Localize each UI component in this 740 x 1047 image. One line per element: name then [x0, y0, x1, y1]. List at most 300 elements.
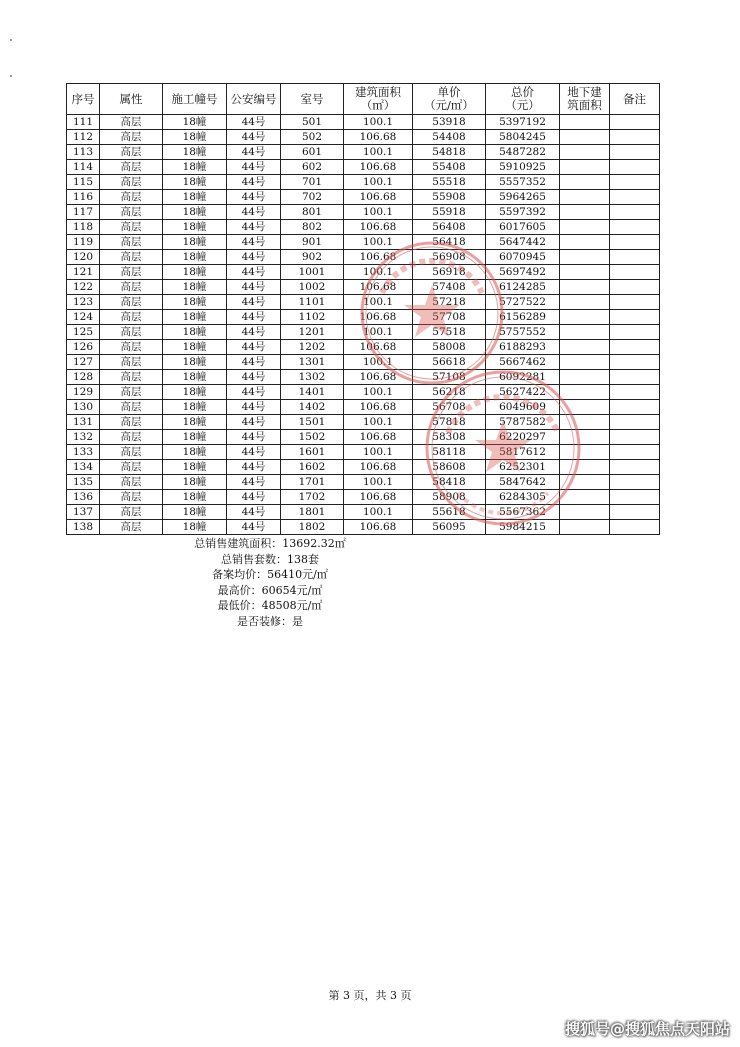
table-cell: 5567362 — [486, 505, 560, 520]
table-cell: 44号 — [227, 280, 281, 295]
table-cell: 100.1 — [344, 445, 413, 460]
table-cell — [560, 145, 610, 160]
table-cell: 44号 — [227, 340, 281, 355]
table-cell: 6156289 — [486, 310, 560, 325]
table-cell: 1001 — [281, 265, 344, 280]
table-cell: 55908 — [413, 190, 486, 205]
column-header: 单价 （元/㎡） — [413, 84, 486, 115]
table-row — [67, 175, 660, 190]
table-cell: 高层 — [100, 325, 163, 340]
table-cell: 125 — [67, 325, 100, 340]
table-cell: 115 — [67, 175, 100, 190]
table-cell: 5984215 — [486, 520, 560, 535]
table-cell: 18幢 — [163, 520, 227, 535]
table-cell: 1402 — [281, 400, 344, 415]
table-cell — [560, 385, 610, 400]
table-cell: 5647442 — [486, 235, 560, 250]
table-cell: 57818 — [413, 415, 486, 430]
table-cell: 18幢 — [163, 325, 227, 340]
table-cell: 135 — [67, 475, 100, 490]
table-cell: 100.1 — [344, 115, 413, 130]
table-cell: 5597392 — [486, 205, 560, 220]
table-cell: 高层 — [100, 310, 163, 325]
table-cell: 18幢 — [163, 175, 227, 190]
table-cell: 802 — [281, 220, 344, 235]
table-cell: 18幢 — [163, 340, 227, 355]
table-cell: 44号 — [227, 265, 281, 280]
table-cell — [610, 475, 660, 490]
table-cell: 100.1 — [344, 505, 413, 520]
table-cell: 106.68 — [344, 400, 413, 415]
table-cell: 100.1 — [344, 385, 413, 400]
table-cell — [610, 175, 660, 190]
table-cell: 1501 — [281, 415, 344, 430]
table-cell: 137 — [67, 505, 100, 520]
table-cell: 6252301 — [486, 460, 560, 475]
total-area-text: 总销售建筑面积：13692.32㎡ — [194, 537, 346, 550]
table-cell — [610, 295, 660, 310]
table-cell: 6220297 — [486, 430, 560, 445]
column-header: 备注 — [610, 84, 660, 115]
table-cell: 100.1 — [344, 265, 413, 280]
table-cell: 高层 — [100, 160, 163, 175]
table-cell: 136 — [67, 490, 100, 505]
table-cell: 高层 — [100, 385, 163, 400]
table-cell: 高层 — [100, 190, 163, 205]
table-cell: 44号 — [227, 385, 281, 400]
table-cell: 高层 — [100, 505, 163, 520]
table-row — [67, 145, 660, 160]
table-cell: 高层 — [100, 175, 163, 190]
table-row — [67, 130, 660, 145]
table-cell: 高层 — [100, 340, 163, 355]
table-cell — [560, 475, 610, 490]
table-cell: 5787582 — [486, 415, 560, 430]
table-cell: 56418 — [413, 235, 486, 250]
table-cell: 106.68 — [344, 160, 413, 175]
table-cell: 44号 — [227, 205, 281, 220]
table-cell: 124 — [67, 310, 100, 325]
table-cell: 901 — [281, 235, 344, 250]
table-cell: 55618 — [413, 505, 486, 520]
table-cell: 56095 — [413, 520, 486, 535]
table-cell: 5910925 — [486, 160, 560, 175]
table-cell — [560, 235, 610, 250]
min-price-text: 最低价：48508元/㎡ — [217, 599, 323, 612]
table-cell: 18幢 — [163, 235, 227, 250]
table-cell: 58008 — [413, 340, 486, 355]
average-price-text: 备案均价：56410元/㎡ — [212, 568, 328, 581]
column-header: 地下建 筑面积 — [560, 84, 610, 115]
table-cell: 44号 — [227, 475, 281, 490]
table-cell: 131 — [67, 415, 100, 430]
table-cell: 128 — [67, 370, 100, 385]
table-cell: 6188293 — [486, 340, 560, 355]
table-cell: 18幢 — [163, 370, 227, 385]
table-cell — [560, 130, 610, 145]
table-row — [67, 220, 660, 235]
column-header: 总价 （元） — [486, 84, 560, 115]
table-cell — [560, 445, 610, 460]
table-row — [67, 445, 660, 460]
table-cell: 高层 — [100, 235, 163, 250]
table-cell: 44号 — [227, 325, 281, 340]
table-cell: 44号 — [227, 445, 281, 460]
table-cell — [560, 520, 610, 535]
table-cell: 44号 — [227, 370, 281, 385]
column-header: 室号 — [281, 84, 344, 115]
table-cell: 100.1 — [344, 145, 413, 160]
table-cell: 18幢 — [163, 250, 227, 265]
table-cell: 5727522 — [486, 295, 560, 310]
table-cell — [560, 415, 610, 430]
table-cell: 44号 — [227, 145, 281, 160]
table-cell — [560, 250, 610, 265]
table-cell: 57518 — [413, 325, 486, 340]
table-cell: 502 — [281, 130, 344, 145]
table-cell: 106.68 — [344, 370, 413, 385]
table-cell: 18幢 — [163, 205, 227, 220]
table-row — [67, 310, 660, 325]
table-cell: 44号 — [227, 520, 281, 535]
table-cell — [610, 250, 660, 265]
table-cell: 58908 — [413, 490, 486, 505]
table-cell: 高层 — [100, 295, 163, 310]
table-cell: 1002 — [281, 280, 344, 295]
table-cell — [610, 220, 660, 235]
table-cell: 1401 — [281, 385, 344, 400]
table-cell: 106.68 — [344, 310, 413, 325]
table-cell: 120 — [67, 250, 100, 265]
table-cell: 高层 — [100, 460, 163, 475]
table-cell — [610, 370, 660, 385]
table-cell: 55918 — [413, 205, 486, 220]
table-cell: 57218 — [413, 295, 486, 310]
table-cell: 1202 — [281, 340, 344, 355]
table-cell: 18幢 — [163, 430, 227, 445]
table-cell: 44号 — [227, 490, 281, 505]
table-cell: 106.68 — [344, 340, 413, 355]
table-cell: 高层 — [100, 280, 163, 295]
table-cell: 56918 — [413, 265, 486, 280]
table-cell: 1701 — [281, 475, 344, 490]
table-cell: 18幢 — [163, 145, 227, 160]
table-cell: 57108 — [413, 370, 486, 385]
table-cell: 1601 — [281, 445, 344, 460]
table-row — [67, 400, 660, 415]
table-cell — [610, 280, 660, 295]
table-cell: 100.1 — [344, 355, 413, 370]
table-cell: 119 — [67, 235, 100, 250]
table-row — [67, 340, 660, 355]
table-row — [67, 385, 660, 400]
table-cell: 56908 — [413, 250, 486, 265]
table-cell: 44号 — [227, 355, 281, 370]
table-cell: 54818 — [413, 145, 486, 160]
table-cell: 高层 — [100, 115, 163, 130]
table-cell: 44号 — [227, 505, 281, 520]
table-cell — [610, 340, 660, 355]
table-cell: 5397192 — [486, 115, 560, 130]
table-cell: 高层 — [100, 445, 163, 460]
table-cell — [610, 445, 660, 460]
table-cell: 5757552 — [486, 325, 560, 340]
table-cell — [610, 400, 660, 415]
table-cell: 126 — [67, 340, 100, 355]
table-row — [67, 235, 660, 250]
table-cell: 44号 — [227, 160, 281, 175]
table-cell: 1301 — [281, 355, 344, 370]
table-cell: 5847642 — [486, 475, 560, 490]
table-cell — [560, 400, 610, 415]
table-cell — [560, 160, 610, 175]
table-cell: 53918 — [413, 115, 486, 130]
table-cell: 138 — [67, 520, 100, 535]
table-cell: 56408 — [413, 220, 486, 235]
table-cell: 58308 — [413, 430, 486, 445]
table-cell: 18幢 — [163, 280, 227, 295]
table-cell: 1502 — [281, 430, 344, 445]
table-cell: 100.1 — [344, 415, 413, 430]
column-header: 公安编号 — [227, 84, 281, 115]
table-cell: 18幢 — [163, 490, 227, 505]
table-cell: 18幢 — [163, 190, 227, 205]
scan-mark — [10, 75, 12, 77]
table-cell: 5804245 — [486, 130, 560, 145]
table-cell: 601 — [281, 145, 344, 160]
table-cell: 高层 — [100, 520, 163, 535]
table-cell: 106.68 — [344, 130, 413, 145]
total-units-text: 总销售套数：138套 — [221, 552, 319, 566]
table-cell — [610, 130, 660, 145]
table-cell: 44号 — [227, 190, 281, 205]
table-cell: 44号 — [227, 250, 281, 265]
table-cell: 18幢 — [163, 505, 227, 520]
table-cell: 106.68 — [344, 190, 413, 205]
table-cell: 106.68 — [344, 460, 413, 475]
table-cell — [610, 265, 660, 280]
table-row — [67, 280, 660, 295]
table-cell: 106.68 — [344, 430, 413, 445]
table-cell: 5667462 — [486, 355, 560, 370]
table-cell: 58608 — [413, 460, 486, 475]
table-row — [67, 505, 660, 520]
table-cell: 高层 — [100, 430, 163, 445]
table-cell: 56708 — [413, 400, 486, 415]
table-cell: 54408 — [413, 130, 486, 145]
table-cell: 100.1 — [344, 205, 413, 220]
table-cell: 高层 — [100, 400, 163, 415]
page-indicator: 第 3 页，共 3 页 — [328, 989, 412, 1002]
column-header: 建筑面积 （㎡） — [344, 84, 413, 115]
table-row — [67, 295, 660, 310]
table-cell — [610, 520, 660, 535]
table-cell: 1801 — [281, 505, 344, 520]
table-cell: 56618 — [413, 355, 486, 370]
table-cell: 106.68 — [344, 280, 413, 295]
table-cell: 100.1 — [344, 325, 413, 340]
table-cell: 1702 — [281, 490, 344, 505]
decoration-status-text: 是否装修：是 — [237, 614, 303, 628]
table-cell: 100.1 — [344, 295, 413, 310]
table-row — [67, 190, 660, 205]
table-header-row — [67, 84, 660, 115]
table-cell: 1201 — [281, 325, 344, 340]
table-cell: 高层 — [100, 205, 163, 220]
table-cell: 134 — [67, 460, 100, 475]
table-cell: 6284305 — [486, 490, 560, 505]
table-cell: 58118 — [413, 445, 486, 460]
table-cell: 5487282 — [486, 145, 560, 160]
table-cell — [560, 220, 610, 235]
table-cell — [610, 415, 660, 430]
table-cell — [560, 190, 610, 205]
table-cell: 44号 — [227, 310, 281, 325]
table-cell: 高层 — [100, 250, 163, 265]
table-cell: 44号 — [227, 295, 281, 310]
table-cell: 44号 — [227, 415, 281, 430]
table-cell: 55518 — [413, 175, 486, 190]
table-cell: 18幢 — [163, 295, 227, 310]
table-cell: 5697492 — [486, 265, 560, 280]
table-cell: 6124285 — [486, 280, 560, 295]
table-row — [67, 475, 660, 490]
table-cell: 6049609 — [486, 400, 560, 415]
table-cell — [560, 355, 610, 370]
table-cell — [610, 325, 660, 340]
scan-mark — [10, 39, 12, 41]
table-cell: 501 — [281, 115, 344, 130]
table-row — [67, 415, 660, 430]
table-cell — [610, 235, 660, 250]
table-cell: 801 — [281, 205, 344, 220]
table-cell: 18幢 — [163, 445, 227, 460]
table-cell: 高层 — [100, 355, 163, 370]
table-cell: 18幢 — [163, 355, 227, 370]
table-cell: 129 — [67, 385, 100, 400]
table-cell: 116 — [67, 190, 100, 205]
table-cell: 高层 — [100, 265, 163, 280]
table-cell: 55408 — [413, 160, 486, 175]
table-cell: 5964265 — [486, 190, 560, 205]
table-cell: 1802 — [281, 520, 344, 535]
table-cell: 5627422 — [486, 385, 560, 400]
table-cell — [560, 310, 610, 325]
table-cell: 117 — [67, 205, 100, 220]
table-cell: 127 — [67, 355, 100, 370]
table-cell: 106.68 — [344, 520, 413, 535]
table-cell — [610, 505, 660, 520]
table-cell — [560, 370, 610, 385]
table-row — [67, 205, 660, 220]
table-cell — [560, 460, 610, 475]
table-cell: 902 — [281, 250, 344, 265]
table-cell — [610, 355, 660, 370]
table-cell: 100.1 — [344, 235, 413, 250]
table-cell: 702 — [281, 190, 344, 205]
table-row — [67, 250, 660, 265]
table-cell — [610, 205, 660, 220]
table-cell — [560, 280, 610, 295]
table-cell: 18幢 — [163, 130, 227, 145]
table-cell — [560, 505, 610, 520]
table-cell: 106.68 — [344, 490, 413, 505]
table-cell: 18幢 — [163, 115, 227, 130]
table-cell: 18幢 — [163, 415, 227, 430]
table-cell: 44号 — [227, 130, 281, 145]
table-cell — [560, 490, 610, 505]
table-row — [67, 355, 660, 370]
sales-summary — [150, 536, 390, 629]
table-cell: 44号 — [227, 235, 281, 250]
table-cell: 100.1 — [344, 475, 413, 490]
table-cell: 44号 — [227, 175, 281, 190]
table-cell: 5557352 — [486, 175, 560, 190]
table-cell — [610, 460, 660, 475]
table-cell: 122 — [67, 280, 100, 295]
table-row — [67, 430, 660, 445]
table-cell: 123 — [67, 295, 100, 310]
table-cell: 106.68 — [344, 250, 413, 265]
table-cell: 高层 — [100, 220, 163, 235]
table-cell: 132 — [67, 430, 100, 445]
table-cell — [560, 430, 610, 445]
table-cell: 6092281 — [486, 370, 560, 385]
table-cell: 高层 — [100, 490, 163, 505]
table-cell: 44号 — [227, 460, 281, 475]
table-cell: 18幢 — [163, 265, 227, 280]
table-cell: 高层 — [100, 370, 163, 385]
table-cell: 18幢 — [163, 400, 227, 415]
table-row — [67, 115, 660, 130]
table-cell — [610, 310, 660, 325]
table-body — [67, 115, 660, 535]
table-cell: 113 — [67, 145, 100, 160]
table-cell — [610, 115, 660, 130]
table-cell: 1302 — [281, 370, 344, 385]
table-cell — [560, 205, 610, 220]
table-cell: 44号 — [227, 115, 281, 130]
table-cell: 701 — [281, 175, 344, 190]
table-cell: 133 — [67, 445, 100, 460]
column-header: 属性 — [100, 84, 163, 115]
table-cell: 44号 — [227, 220, 281, 235]
table-cell: 130 — [67, 400, 100, 415]
table-cell: 112 — [67, 130, 100, 145]
table-cell: 高层 — [100, 130, 163, 145]
table-row — [67, 325, 660, 340]
table-row — [67, 370, 660, 385]
table-cell — [610, 145, 660, 160]
table-cell — [610, 190, 660, 205]
table-cell: 6070945 — [486, 250, 560, 265]
table-cell: 56218 — [413, 385, 486, 400]
max-price-text: 最高价：60654元/㎡ — [217, 583, 323, 597]
table-cell — [560, 265, 610, 280]
table-cell: 57408 — [413, 280, 486, 295]
table-cell: 1102 — [281, 310, 344, 325]
table-cell: 106.68 — [344, 220, 413, 235]
source-watermark: 搜狐号@搜狐焦点天阳站 — [564, 1020, 730, 1038]
table-cell: 44号 — [227, 400, 281, 415]
table-cell: 6017605 — [486, 220, 560, 235]
table-cell: 118 — [67, 220, 100, 235]
table-cell: 100.1 — [344, 175, 413, 190]
price-table — [66, 83, 660, 535]
table-row — [67, 460, 660, 475]
table-row — [67, 265, 660, 280]
table-row — [67, 520, 660, 535]
